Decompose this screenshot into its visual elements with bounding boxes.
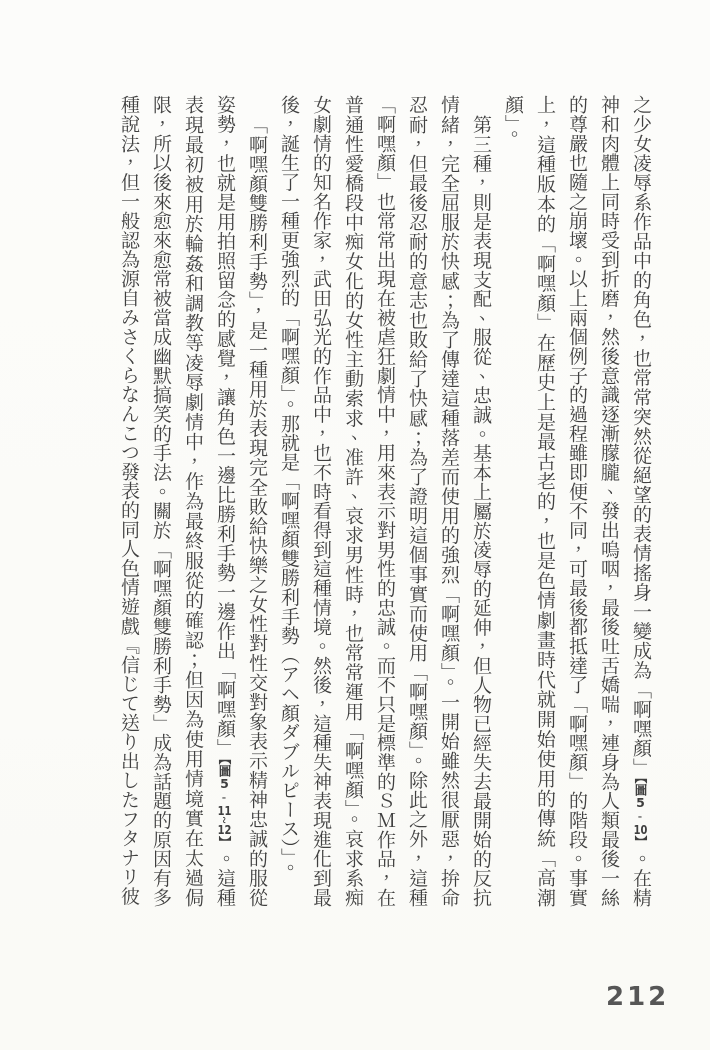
paragraph (112, 95, 272, 907)
text-run: 「啊嘿顏雙勝利手勢」，是一種用於表現完全敗給快樂之女性對性交對象表示精神忠誠的服從姿勢，也就是用拍照留念的感覺，讓角色一邊比勝利手勢一邊作出「啊嘿顏」 (214, 95, 267, 907)
figure-ref: 【圖5-10】 (633, 777, 648, 849)
text-run: 第三種，則是表現支配、服從、忠誠。基本上屬於凌辱的延伸，但人物已經失去最開始的反抗情緒，完全屈服於快感；為了傳達這種落差而使用的強烈「啊嘿顏」。一開始雖然很厭惡，拚命忍耐，但最後忍耐的意志也敗給了快感；為了證明這個事實而使用「啊嘿顏」。除此之外，這種「啊嘿顏」也常常出現在被虐狂劇情中，用來表示對男性的忠誠。而不只是標準的ＳＭ作品，在普通性愛橋段中痴女化的女性主動索求、准許、哀求男性時，也常常運用「啊嘿顏」。哀求系痴女劇情的知名作家，武田弘光的作品中，也不時看得到這種情境。然後，這種失神表現進化到最後，誕生了一種更強烈的「啊嘿顏」。那就是「啊嘿顏雙勝利手勢（アヘ顏ダブルピース）」。 (278, 95, 491, 907)
paragraph (496, 95, 656, 907)
article-text (112, 95, 656, 907)
text-run: 。在精神和肉體上同時受到折磨，然後意識逐漸朦朧、發出嗚咽，最後吐舌嬌喘，連身為人類最後一絲的尊嚴也隨之崩壞。以上兩個例子的過程雖即便不同，可最後都抵達了「啊嘿顏」的階段。事實上，這種版本的「啊嘿顏」在歷史上是最古老的，也是色情劇畫時代就開始使用的傳統「高潮顏」。 (502, 95, 651, 908)
page-number: 212 (606, 982, 670, 1012)
text-run: 之少女凌辱系作品中的角色，也常常突然從絕望的表情搖身一變成為「啊嘿顏」 (630, 95, 651, 778)
text-run: 。這種表現最初被用於輪姦和調教等凌辱劇情中，作為最終服從的確認；但因為使用情境實在太過侷限，所以後來愈來愈常被當成幽默搞笑的手法。關於「啊嘿顏雙勝利手勢」成為話題的原因有多種說法，但一般認為源自みさくらなんこつ發表的同人色情遊戲『信じて送り出したフタナリ彼 (118, 95, 235, 908)
figure-ref: 【圖5-11~12】 (217, 757, 232, 849)
paragraph (272, 95, 496, 907)
